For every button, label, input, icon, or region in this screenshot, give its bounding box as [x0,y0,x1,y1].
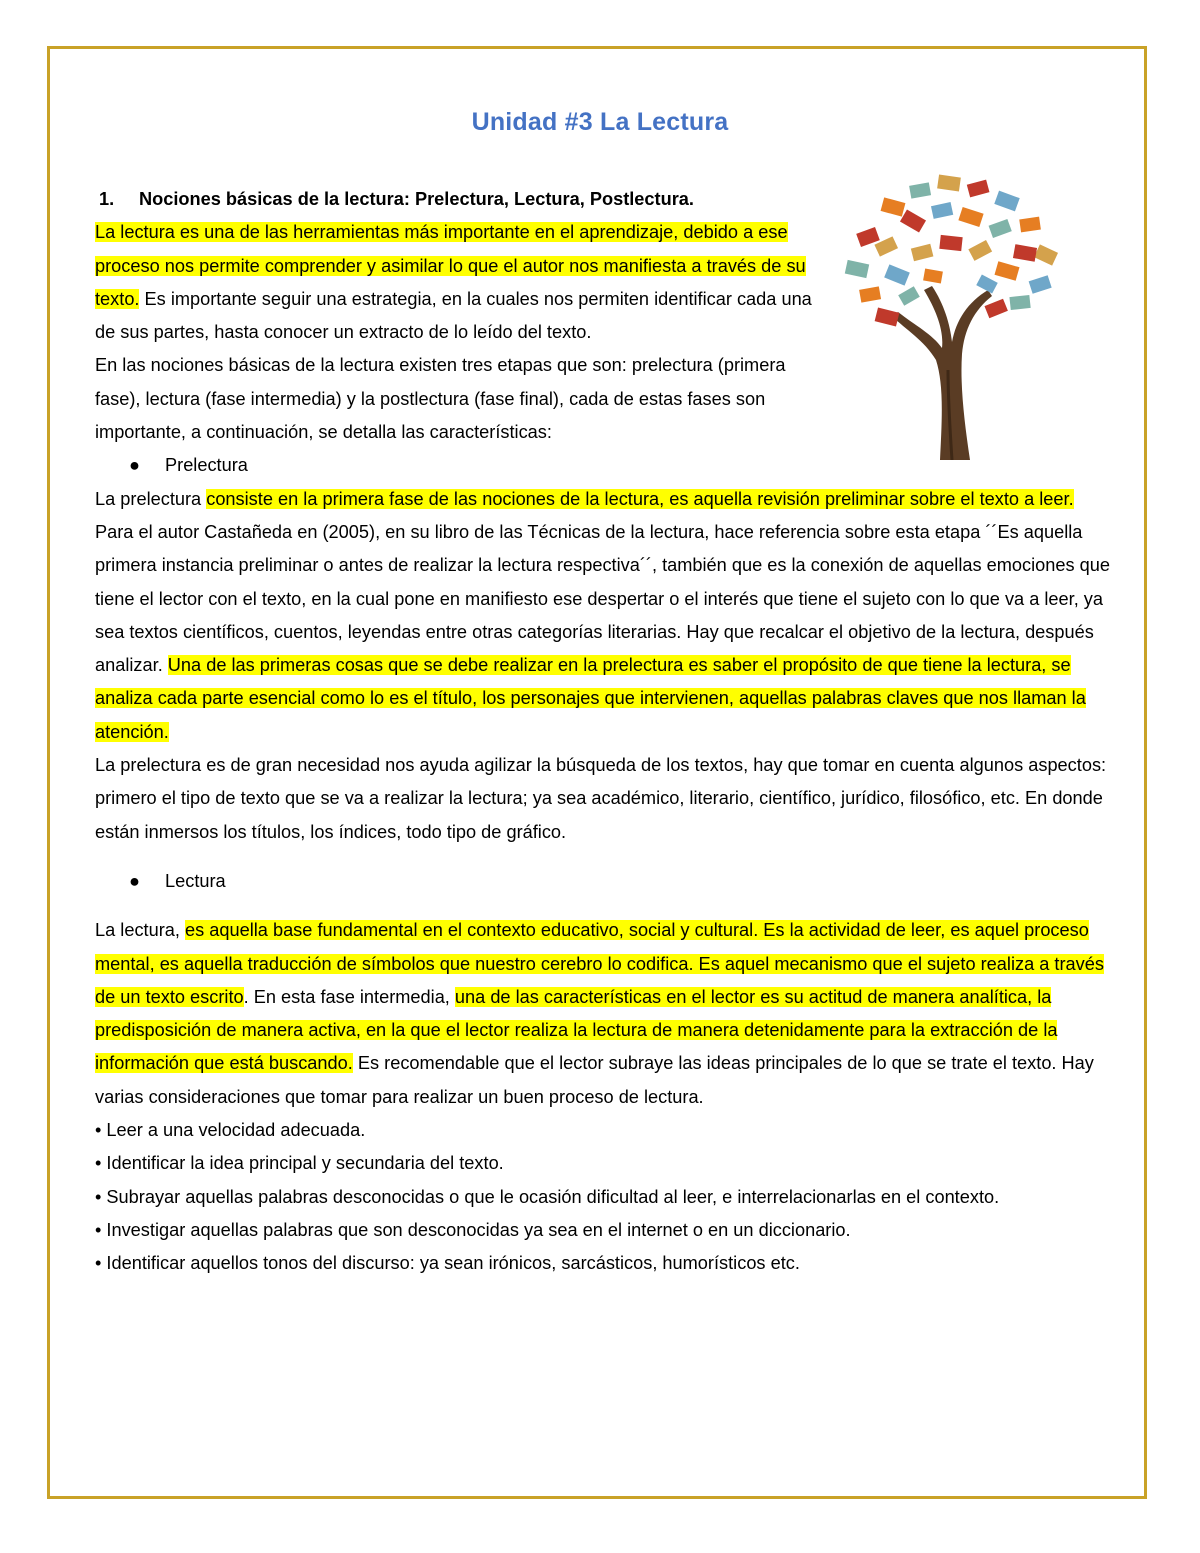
intro-highlight: La lectura es una de las herramientas más importante en el aprendizaje, debido a ese proceso nos permite comprender y asimilar lo que el autor nos manifiesta a través de su texto. [95,222,806,309]
spacer [95,849,1115,865]
prelectura-highlight-1: consiste en la primera fase de las nociones de la lectura, es aquella revisión preliminar sobre el texto a leer. [206,488,1074,509]
intro-paragraph [95,216,820,349]
bullet-prelectura-label: Prelectura [165,455,248,476]
list-item: • Leer a una velocidad adecuada. [95,1120,366,1141]
list-item: • Investigar aquellas palabras que son desconocidas ya sea en el internet o en un diccionario. [95,1219,851,1240]
bullet-lectura-label: Lectura [165,870,226,891]
prelectura-paragraph-1 [95,483,1115,749]
lectura-paragraph-1 [95,914,1115,1114]
bullet-icon: ● [129,870,140,891]
lectura-highlight-1: es aquella base fundamental en el contexto educativo, social y cultural. Es la actividad de leer, es aquel proceso mental, es aquella traducción de símbolos que nuestro cerebro lo codifica. Es aquel mecanismo que el sujeto realiza a través de un texto escrito [95,920,1104,1007]
section-heading-text: Nociones básicas de la lectura: Prelectura, Lectura, Postlectura. [139,189,694,209]
bullet-icon: ● [129,455,140,476]
lectura-text-b: . En esta fase intermedia, [243,986,455,1007]
prelectura-text-a: La prelectura [95,488,207,509]
spacer [95,898,1115,914]
list-item: • Identificar la idea principal y secundaria del texto. [95,1153,504,1174]
section-number: 1. [99,189,115,209]
prelectura-text-b: Para el autor Castañeda en (2005), en su libro de las Técnicas de la lectura, hace referencia sobre esta etapa ´´Es aquella primera instancia preliminar o antes de realizar la lectura respectiva´´, también que es la conexión de aquellas emociones que tiene el lector con el texto, en la cual pone en manifiesto ese despertar o el interés que tiene el sujeto con lo que va a leer, ya sea textos científicos, cuentos, leyendas entre otras categorías literarias. Hay que recalcar el objetivo de la lectura, después analizar. [95,521,1111,676]
lectura-highlight-2: una de las características en el lector es su actitud de manera analítica, la predisposición de manera activa, en la que el lector realiza la lectura de manera detenidamente para la extracción de la información que está buscando. [95,986,1058,1074]
document-body [95,183,1115,1281]
lectura-text-c: Es recomendable que el lector subraye las ideas principales de lo que se trate el texto. Hay varias consideraciones que tomar para realizar un buen proceso de lectura. [95,1053,1094,1107]
intro-rest: Es importante seguir una estrategia, en la cuales nos permiten identificar cada una de sus partes, hasta conocer un extracto de lo leído del texto. [95,288,812,343]
prelectura-highlight-2: Una de las primeras cosas que se debe realizar en la prelectura es saber el propósito de que tiene la lectura, se analiza cada parte esencial como lo es el título, los personajes que intervienen, aquellas palabras claves que nos llaman la atención. [95,655,1086,742]
prelectura-paragraph-2: La prelectura es de gran necesidad nos ayuda agilizar la búsqueda de los textos, hay que tomar en cuenta algunos aspectos: primero el tipo de texto que se va a realizar la lectura; ya sea académico, literario, científico, jurídico, filosófico, etc. En donde están inmersos los títulos, los índices, todo tipo de gráfico. [95,755,1107,842]
list-item: • Identificar aquellos tonos del discurso: ya sean irónicos, sarcásticos, humorísticos etc. [95,1253,800,1274]
lectura-text-a: La lectura, [95,920,185,941]
intro-paragraph-2: En las nociones básicas de la lectura existen tres etapas que son: prelectura (primera fase), lectura (fase intermedia) y la postlectura (fase final), cada de estas fases son importante, a continuación, se detalla las características: [95,355,786,443]
list-item: • Subrayar aquellas palabras desconocidas o que le ocasión dificultad al leer, e interrelacionarlas en el contexto. [95,1186,1000,1207]
bullet-prelectura [95,449,1115,482]
section-heading [95,183,1115,216]
bullet-lectura [95,865,1115,898]
page-title: Unidad #3 La Lectura [471,108,729,136]
